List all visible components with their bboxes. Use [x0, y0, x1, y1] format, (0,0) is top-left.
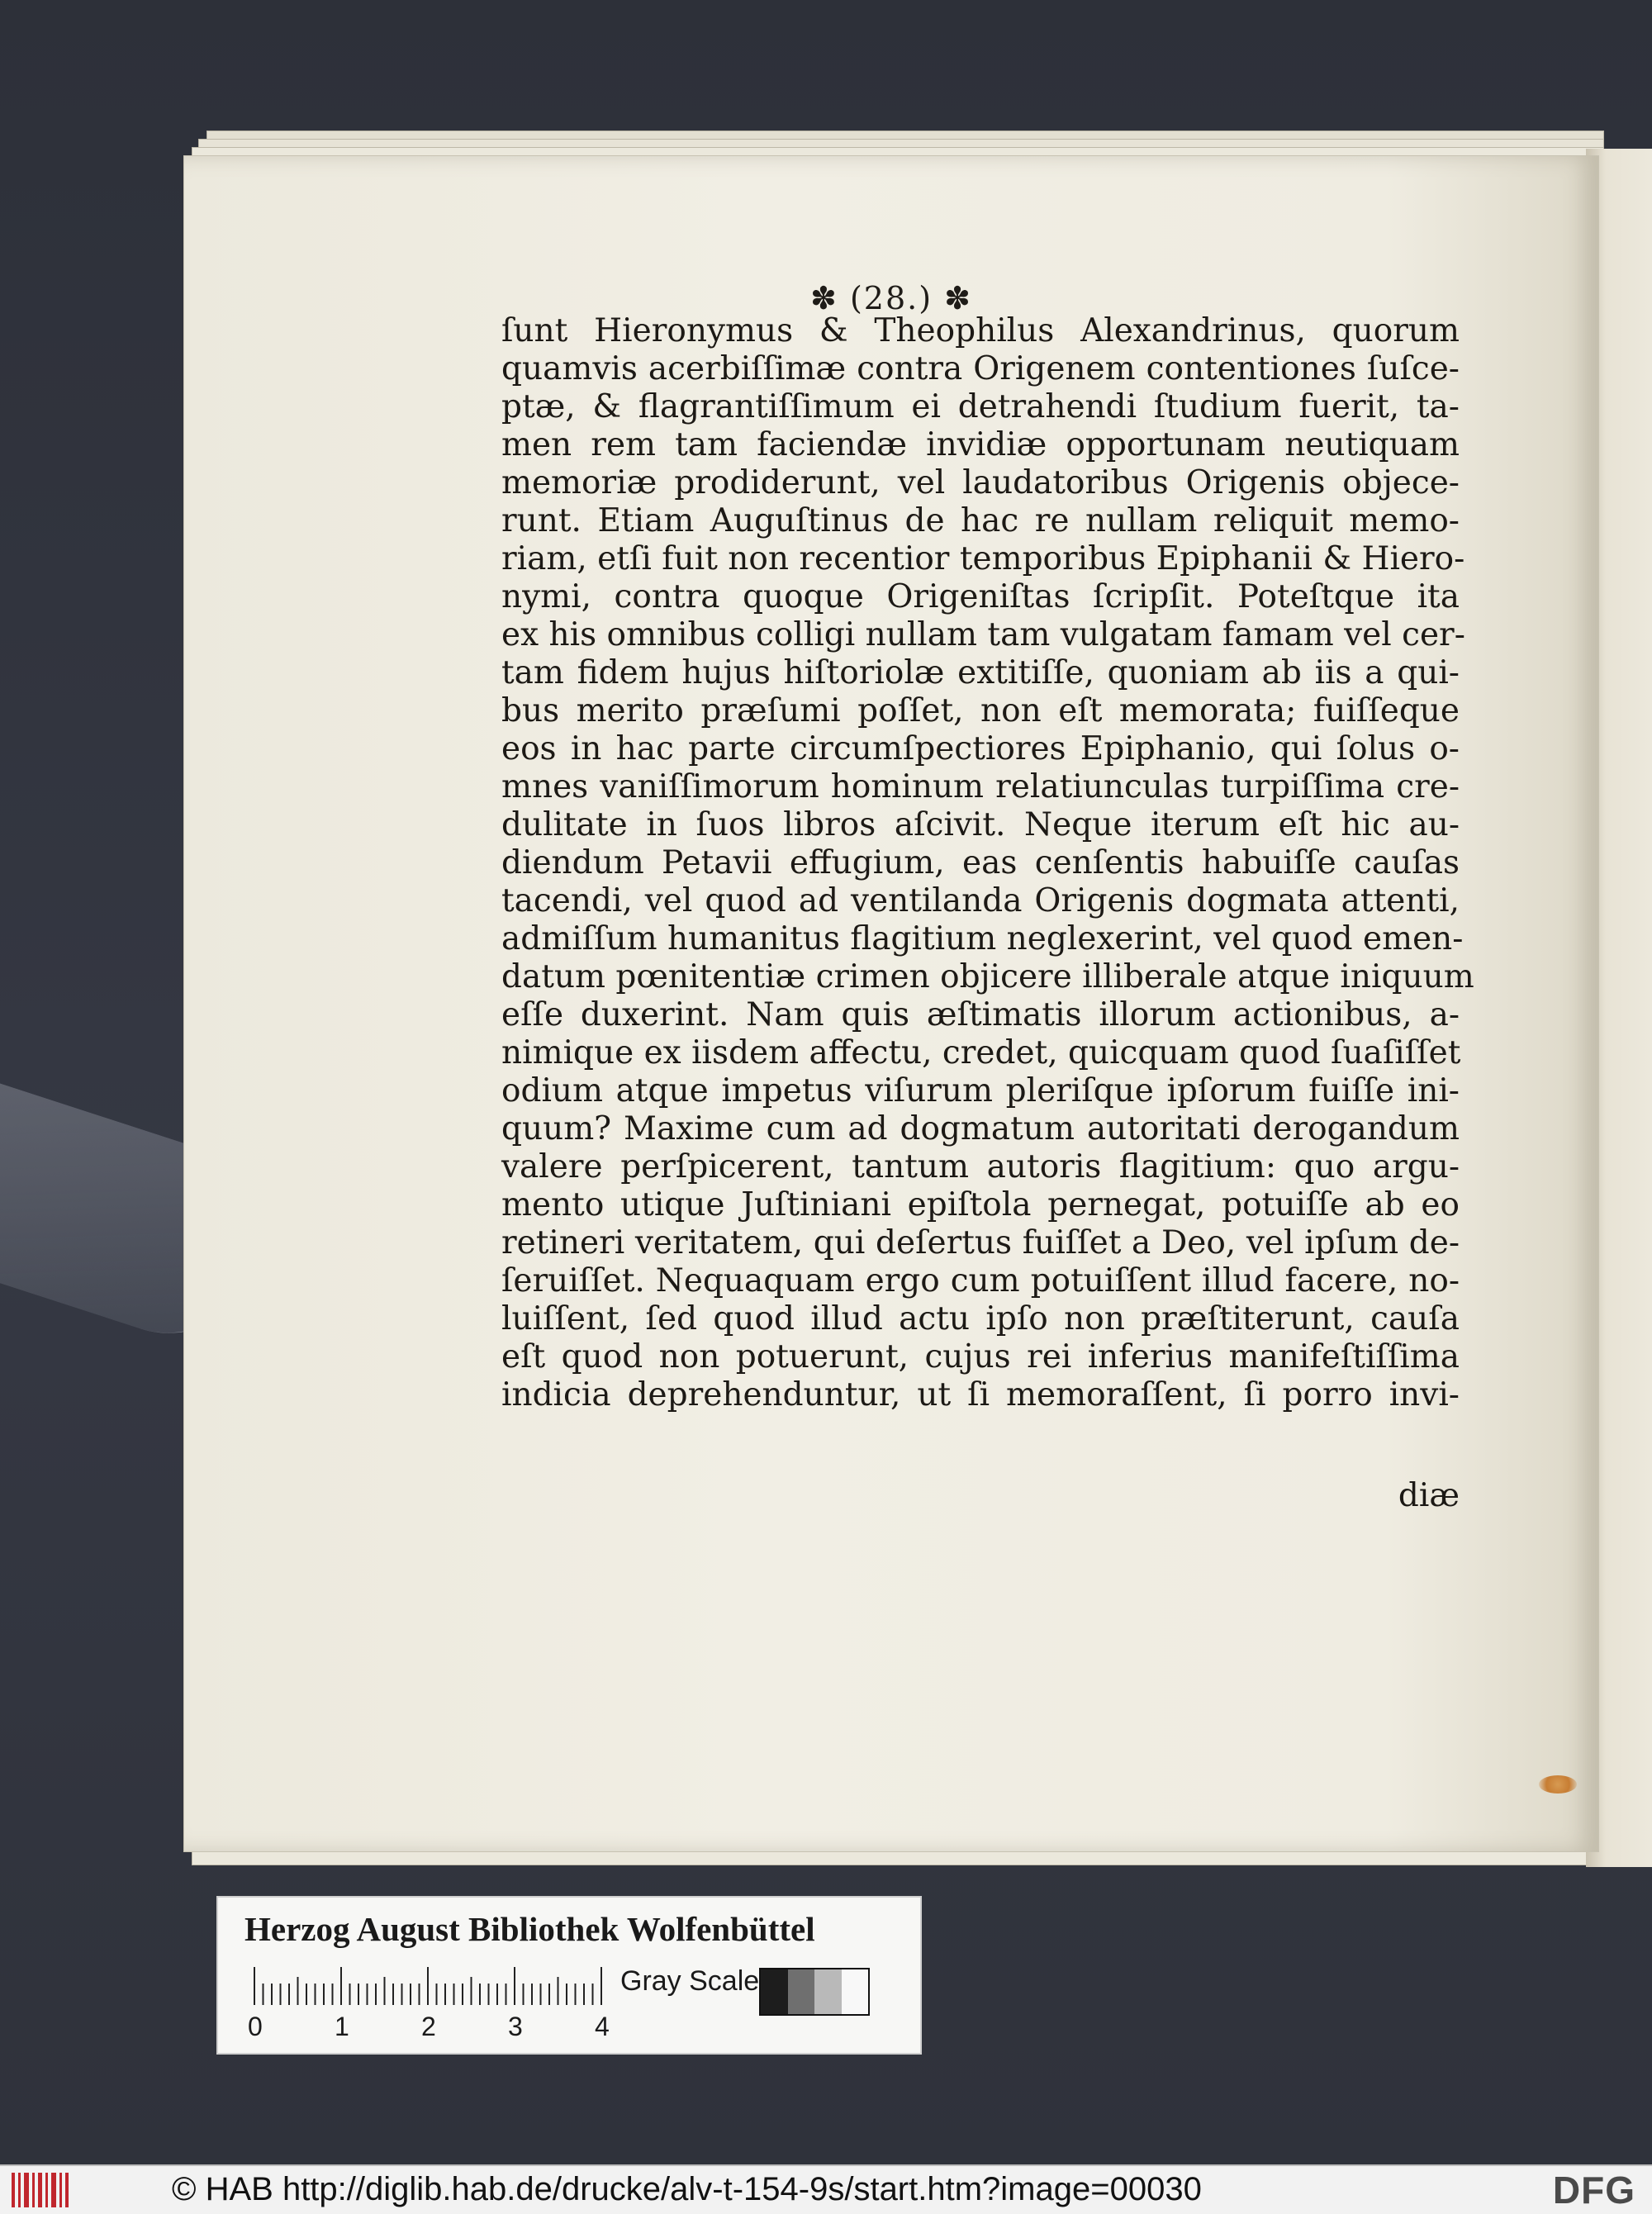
text-line: eſt quod non potuerunt, cujus rei inferius manifeſtiſſima	[501, 1338, 1460, 1375]
text-line: runt. Etiam Auguſtinus de hac re nullam reliquit memo-	[501, 502, 1460, 539]
text-line: quum? Maxime cum ad dogmatum autoritati derogandum	[501, 1110, 1460, 1147]
text-line: ſeruiſſet. Nequaquam ergo cum potuiſſent illud facere, no-	[501, 1262, 1460, 1299]
gray-patch-black	[761, 1969, 788, 2014]
text-line: nimique ex iisdem affectu, credet, quicquam quod ſuaſiſſet	[501, 1034, 1461, 1071]
ruler-scale	[251, 1965, 648, 2007]
text-line: memoriæ prodiderunt, vel laudatoribus Origenis objece-	[501, 464, 1460, 501]
text-line: eſſe duxerint. Nam quis æſtimatis illorum actionibus, a-	[501, 996, 1460, 1033]
text-line: odium atque impetus viſurum pleriſque ipſorum fuiſſe ini-	[501, 1072, 1460, 1109]
page-body-text	[501, 312, 1474, 1414]
text-line: bus merito præſumi poſſet, non eſt memorata; fuiſſeque	[501, 692, 1460, 729]
text-line: men rem tam faciendæ invidiæ opportunam neutiquam	[501, 426, 1460, 463]
gray-scale-patches	[759, 1968, 870, 2016]
gray-patch-dark	[788, 1969, 815, 2014]
card-title: Herzog August Bibliothek Wolfenbüttel	[244, 1910, 815, 1948]
page-number: ✽ (28.) ✽	[810, 280, 972, 316]
text-line: admiſſum humanitus flagitium neglexerint, vel quod emen-	[501, 920, 1464, 957]
ruler-number: 0	[248, 2012, 263, 2041]
dfg-logo: DFG	[1552, 2169, 1635, 2212]
text-line: mento utique Juſtiniani epiſtola pernegat, potuiſſe ab eo	[501, 1186, 1460, 1223]
text-line: ptæ, & flagrantiſſimum ei detrahendi ſtudium fuerit, ta-	[501, 388, 1460, 425]
text-line: datum pœnitentiæ crimen objicere illiberale atque iniquum	[501, 958, 1474, 995]
text-line: luiſſent, ſed quod illud actu ipſo non præſtiterunt, cauſa	[501, 1300, 1460, 1337]
ruler-number: 2	[421, 2012, 436, 2041]
copyright-url-link[interactable]: © HAB http://diglib.hab.de/drucke/alv-t-154-9s/start.htm?image=00030	[172, 2171, 1202, 2207]
page-header	[184, 280, 1598, 316]
footer-bar	[0, 2164, 1652, 2214]
calibration-card	[216, 1896, 922, 2055]
ruler-labels	[248, 2012, 677, 2045]
text-line: ſunt Hieronymus & Theophilus Alexandrinus, quorum	[501, 312, 1460, 349]
catchword: diæ	[1398, 1477, 1460, 1514]
text-line: ex his omnibus colligi nullam tam vulgatam famam vel cer-	[501, 616, 1465, 653]
hab-logo-icon	[12, 2173, 69, 2207]
ruler-number: 4	[595, 2012, 610, 2041]
gray-scale-label: Gray Scale	[620, 1965, 760, 1997]
text-line: valere perſpicerent, tantum autoris flagitium: quo argu-	[501, 1148, 1460, 1185]
ruler-number: 1	[335, 2012, 349, 2041]
paper-stain	[1539, 1775, 1577, 1794]
gray-patch-light	[814, 1969, 842, 2014]
text-line: dulitate in ſuos libros aſcivit. Neque iterum eſt hic au-	[501, 806, 1460, 843]
text-line: diendum Petavii effugium, eas cenſentis habuiſſe cauſas	[501, 844, 1460, 881]
text-line: tam fidem hujus hiſtoriolæ extitiſſe, quoniam ab iis a qui-	[501, 654, 1460, 691]
ruler-number: 3	[508, 2012, 523, 2041]
text-line: quamvis acerbiſſimæ contra Origenem contentiones ſuſce-	[501, 350, 1460, 387]
text-line: eos in hac parte circumſpectiores Epiphanio, qui ſolus o-	[501, 730, 1460, 767]
text-line: mnes vaniſſimorum hominum relatiunculas turpiſſima cre-	[501, 768, 1460, 805]
gray-patch-white	[842, 1969, 869, 2014]
text-line: retineri veritatem, qui deſertus fuiſſet a Deo, vel ipſum de-	[501, 1224, 1460, 1261]
text-line: indicia deprehenduntur, ut ſi memoraſſent, ſi porro invi-	[501, 1376, 1460, 1413]
text-line: nymi, contra quoque Origeniſtas ſcripſit. Poteſtque ita	[501, 578, 1460, 615]
text-line: tacendi, vel quod ad ventilanda Origenis dogmata attenti,	[501, 882, 1460, 919]
text-line: riam, etſi fuit non recentior temporibus Epiphanii & Hiero-	[501, 540, 1465, 577]
